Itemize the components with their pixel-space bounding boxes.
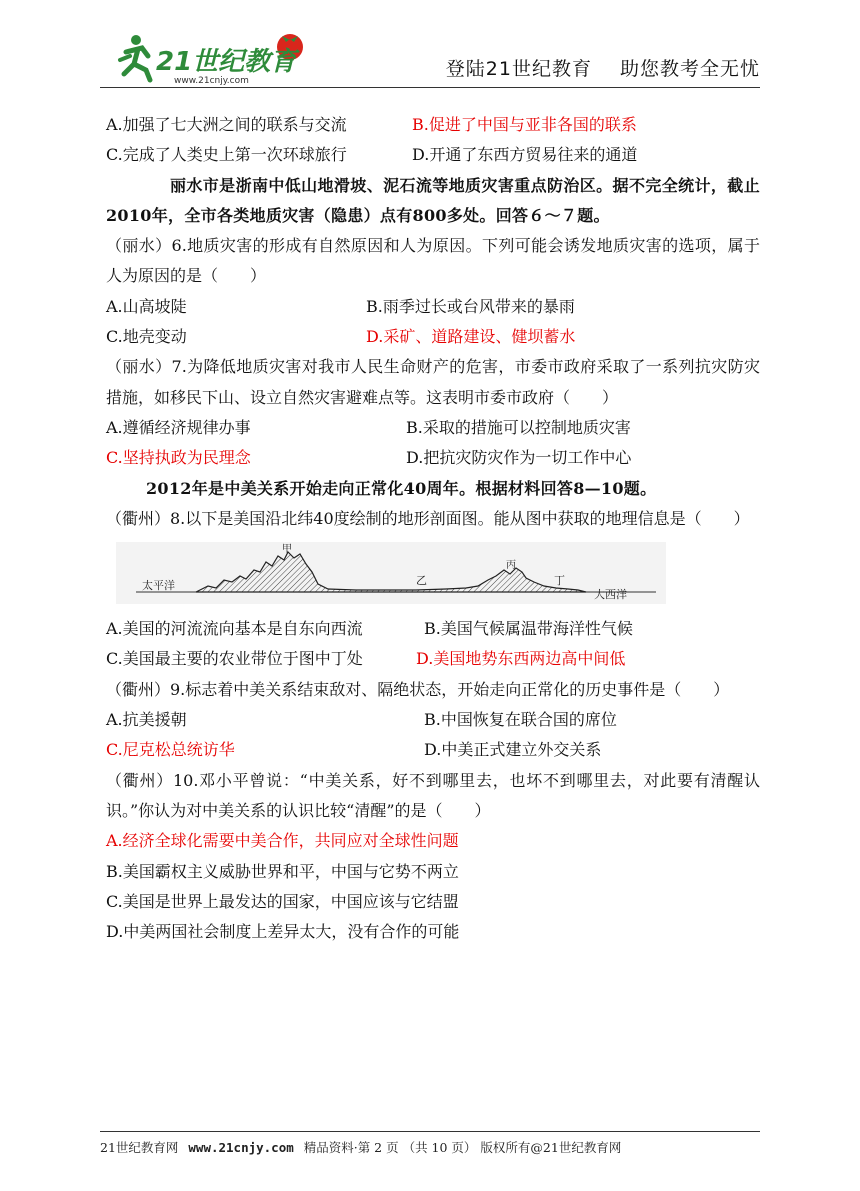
q5-options-row2: [106, 140, 760, 170]
q8-option-d: D.美国地势东西两边高中间低: [416, 649, 626, 669]
q7-option-c: C.坚持执政为民理念: [106, 448, 251, 468]
q5-option-a: A.加强了七大洲之间的联系与交流: [106, 115, 347, 134]
q10-option-b: B.美国霸权主义威胁世界和平，中国与它势不两立: [106, 861, 459, 881]
slogan-login: 登陆21世纪教育: [445, 58, 592, 80]
terrain-profile-figure: [116, 542, 760, 604]
page-content: [106, 110, 760, 947]
q9-options-row2: [106, 735, 760, 765]
q8-option-c: C.美国最主要的农业带位于图中丁处: [106, 649, 363, 669]
label-atlantic: 大西洋: [594, 588, 627, 602]
q10-option-c: C.美国是世界上最发达的国家，中国应该与它结盟: [106, 891, 459, 911]
question-6: （丽水）6.地质灾害的形成有自然原因和人为原因。下列可能会诱发地质灾害的选项，属于人为原因的是（ ）: [106, 236, 760, 286]
label-yi: 乙: [416, 574, 427, 588]
svg-text:www.21cnjy.com: www.21cnjy.com: [174, 76, 249, 86]
q6-option-c: C.地壳变动: [106, 327, 187, 347]
q10-option-d: D.中美两国社会制度上差异太大，没有合作的可能: [106, 922, 460, 942]
slogan-motto: 助您教考全无忧: [619, 58, 760, 80]
label-pacific: 太平洋: [142, 579, 175, 593]
material-lishui: 丽水市是浙南中低山地滑坡、泥石流等地质灾害重点防治区。据不完全统计，截止2010年，全市各类地质灾害（隐患）点有800多处。回答６～７题。: [106, 175, 760, 225]
page-footer: [100, 1131, 760, 1156]
q7-options-row1: [106, 413, 760, 443]
question-8: （衢州）8.以下是美国沿北纬40度绘制的地形剖面图。能从图中获取的地理信息是（ ）: [106, 508, 750, 528]
header-rule: [100, 87, 760, 88]
footer-site: 21世纪教育网: [100, 1140, 179, 1155]
q6-options-row1: [106, 292, 760, 322]
label-bing: 丙: [506, 560, 516, 572]
q5-options-row1: [106, 110, 760, 140]
q7-option-a: A.遵循经济规律办事: [106, 417, 251, 437]
q9-option-d: D.中美正式建立外交关系: [424, 740, 602, 760]
question-10: （衢州）10.邓小平曾说：“中美关系，好不到哪里去，也坏不到哪里去，对此要有清醒认识。”你认为对中美关系的认识比较“清醒”的是（ ）: [106, 770, 760, 820]
site-logo: [112, 30, 312, 86]
question-7: （丽水）7.为降低地质灾害对我市人民生命财产的危害，市委市政府采取了一系列抗灾防灾措施，如移民下山、设立自然灾害避难点等。这表明市委市政府（ ）: [106, 357, 760, 407]
q6-option-b: B.雨季过长或台风带来的暴雨: [366, 296, 575, 316]
page-header: [100, 18, 760, 90]
question-9: （衢州）9.标志着中美关系结束敌对、隔绝状态，开始走向正常化的历史事件是（ ）: [106, 679, 730, 699]
q7-option-d: D.把抗灾防灾作为一切工作中心: [406, 448, 632, 468]
q5-option-d: D.开通了东西方贸易往来的通道: [412, 145, 638, 165]
q6-option-a: A.山高坡陡: [106, 296, 187, 316]
q5-option-b: B.促进了中国与亚非各国的联系: [412, 115, 637, 134]
q9-options-row1: [106, 705, 760, 735]
label-jia: 甲: [282, 544, 292, 556]
footer-url[interactable]: www.21cnjy.com: [188, 1140, 294, 1155]
q8-option-a: A.美国的河流流向基本是自东向西流: [106, 619, 363, 639]
footer-copyright: 版权所有@21世纪教育网: [480, 1140, 622, 1155]
q9-option-a: A.抗美援朝: [106, 710, 187, 730]
svg-text:21世纪教育: 21世纪教育: [156, 47, 297, 77]
runner-icon: [120, 35, 150, 80]
q8-options-row2: [106, 644, 760, 674]
material-sino-us: 2012年是中美关系开始走向正常化40周年。根据材料回答8—10题。: [146, 478, 657, 498]
q7-option-b: B.采取的措施可以控制地质灾害: [406, 417, 631, 437]
footer-page: 精品资料·第 2 页 （共 10 页）: [303, 1140, 477, 1155]
q6-option-d: D.采矿、道路建设、健坝蓄水: [366, 327, 576, 347]
q5-option-c: C.完成了人类史上第一次环球旅行: [106, 145, 347, 165]
figure-background: [116, 542, 666, 604]
q8-options-row1: [106, 614, 760, 644]
terrain-profile-diagram: [116, 542, 666, 604]
header-slogan: [446, 54, 760, 81]
q10-option-a: A.经济全球化需要中美合作，共同应对全球性问题: [106, 831, 459, 851]
q7-options-row2: [106, 443, 760, 473]
q6-options-row2: [106, 322, 760, 352]
q8-option-b: B.美国气候属温带海洋性气候: [424, 619, 633, 639]
q9-option-c: C.尼克松总统访华: [106, 740, 235, 760]
q9-option-b: B.中国恢复在联合国的席位: [424, 710, 617, 730]
label-ding: 丁: [554, 574, 565, 588]
